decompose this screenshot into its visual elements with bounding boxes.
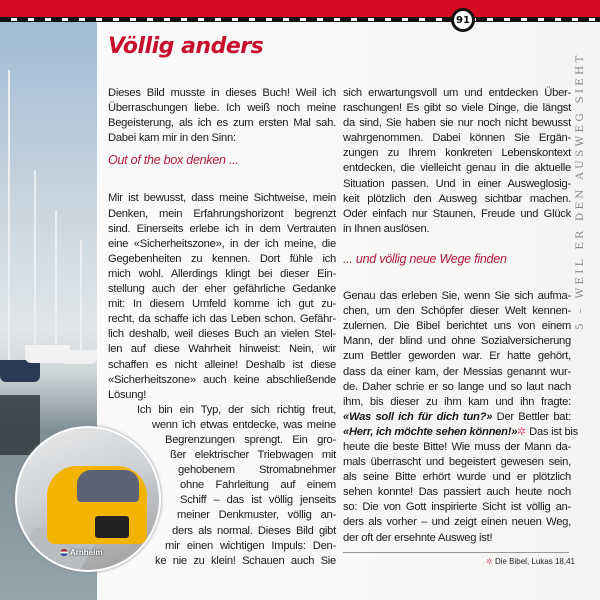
text-line: dass da einer kam, der Messias genannt wur- (343, 365, 571, 378)
text-line: chen, um den Schöpfer dieser Welt kennen- (343, 305, 571, 318)
text-line: ihm, bis dieser zu ihm kam und ihn fragte: (343, 395, 571, 408)
text-line: ohne Fahrleitung auf einem (180, 479, 336, 492)
text: Der Bettler bat: (492, 410, 571, 423)
paragraph (108, 403, 336, 569)
text-line: ders als vorher – und zeigt einen neuen Weg, (343, 516, 571, 529)
text-line: schaffen es nicht alleine! Deshalb ist diese (108, 358, 336, 371)
text-line: Denken, mein Erfahrungshorizont begrenzt (108, 207, 336, 220)
text-line: mals überrascht und begeistert gewesen sein, (343, 456, 571, 469)
text-line: wahrgenommen. Dabei können Sie Ergän- (343, 132, 571, 145)
subheading: Out of the box denken ... (108, 153, 239, 168)
text-line: mich wohl. Allerdings klingt bei dieser Ein- (108, 267, 336, 280)
page-number: 91 (451, 8, 475, 32)
paragraph (343, 86, 571, 237)
text-line: Lösung! (108, 388, 147, 401)
text-line: len auf diese Wahrheit hinweist: Nein, wir (108, 343, 336, 356)
chapter-side-label: 5 – WEIL ER DEN AUSWEG SIEHT (574, 52, 586, 330)
text-line: keit plötzlich den Ausweg sichtbar machen. (343, 192, 571, 205)
text-line: sehen konnte! Das passiert auch heute noch (343, 486, 571, 499)
header-band (0, 0, 600, 17)
text-line: in Ihnen auslösen. (343, 222, 430, 235)
text-line: Oder einfach nur Staunen, Freude und Glück (343, 207, 571, 220)
text-line: Gegebenheiten zu kennen. Dort fühle ich (108, 252, 336, 265)
text-line: sind. Einerseits erlebe ich in dem Vertrauten (108, 222, 336, 235)
paragraph (343, 289, 571, 410)
text-line: Begrenzungen sprengt. Ein gro- (165, 433, 336, 446)
footnote-divider (343, 552, 569, 553)
text-line: ders als normal. Dieses Bild gibt (172, 524, 336, 537)
quote-line (343, 410, 571, 425)
text-line: der oft der ersehnte Ausweg ist! (343, 531, 493, 544)
quote: «Was soll ich für dich tun?» (343, 410, 493, 423)
text-line: zulernen. Die Bibel berichtet uns von einem (343, 320, 571, 333)
text-line: mit: In diesem Umfeld komme ich gut zu- (108, 298, 336, 311)
text-line: de. Daher schrie er so lange und so laut nach (343, 380, 571, 393)
text-line: Überraschungen liebe. Ich weiß noch meine (108, 102, 336, 115)
footnote-citation (486, 557, 575, 566)
text-line: Genau das erleben Sie, wenn Sie sich aufma- (343, 290, 571, 303)
text-line: Schiff – das ist völlig jenseits (180, 494, 336, 507)
text-line: recht, da schaffe ich das Leben schon. Gefähr- (108, 313, 336, 326)
text-line: zungen zu Ihrem konkreten Lebenskontext (343, 147, 571, 160)
photo-caption: Arnheim (70, 548, 103, 557)
text-line: «Sicherheitszone» auch keine abschließende (108, 373, 336, 386)
text-line: Mir ist bewusst, dass meine Sichtweise, mein (108, 192, 336, 205)
text-line: gehobenem Stromabnehmer (178, 464, 336, 477)
text-line: Dabei kam mir in den Sinn: (108, 132, 236, 145)
text-line: da sind, Sie haben sie nur noch nicht bewusst (343, 117, 571, 130)
text-line: eine «Sicherheitszone», in der ich meine, die (108, 237, 336, 250)
citation-text: Die Bibel, Lukas 18,41 (494, 557, 575, 566)
page-title: Völlig anders (108, 34, 264, 59)
text-line: entdecken, die vielleicht genau in die aktuelle (343, 162, 571, 175)
quote: «Herr, ich möchte sehen können!» (343, 425, 518, 438)
text-line: Dieses Bild musste in dieses Buch! Weil ich (108, 87, 336, 99)
quote-line (343, 425, 579, 440)
text-line: ke nie zu klein! Schauen auch Sie (155, 554, 336, 567)
text-line: als seine Bitte erhört wurde und er plötzlich (343, 471, 571, 484)
text-line: meiner Denkmuster, völlig an- (177, 509, 336, 522)
left-column (108, 86, 336, 569)
text-line: Begeisterung, als ich es zum ersten Mal sah. (108, 117, 336, 130)
text-line: sich erwartungsvoll um und entdecken Über- (343, 87, 571, 99)
text-line: so: Die von Gott inspirierte Sicht ist völlig an- (343, 501, 571, 514)
text-line: Ich bin ein Typ, der sich richtig freut, (137, 403, 336, 416)
right-column (343, 86, 579, 546)
text-line: raschungen! Es gibt so viele Dinge, die längst (343, 102, 571, 115)
text-line: Mann, der blind und ohne Sozialversicherung (343, 335, 571, 348)
text-line: zum Bettler geworden war. Er hatte gehört, (343, 350, 571, 363)
text-line: lich deshalb, weil dieses Buch an vielen Stel- (108, 328, 336, 341)
text-line: wenn ich etwas entdecke, was meine (152, 418, 336, 431)
header-dashed-line (0, 17, 600, 22)
text: Das ist bis (526, 425, 579, 438)
text-line: heute die beste Bitte! Wie muss der Mann da- (343, 440, 571, 453)
paragraph (343, 440, 571, 546)
footnote-star-icon: ✲ (486, 557, 493, 566)
paragraph (108, 86, 336, 146)
netherlands-flag-icon (60, 549, 68, 556)
text-line: ßer elektrischer Triebwagen mit (170, 449, 336, 462)
paragraph (108, 191, 336, 402)
subheading: ... und völlig neue Wege finden (343, 251, 507, 266)
text-line: Situation passen. Und in einer Ausweglosig- (343, 177, 571, 190)
text-line: stellung auch der eher gefährliche Gedanke (108, 283, 336, 296)
text-line: mir einen wichtigen Impuls: Den- (165, 539, 336, 552)
footnote-marker: ✲ (517, 425, 527, 438)
